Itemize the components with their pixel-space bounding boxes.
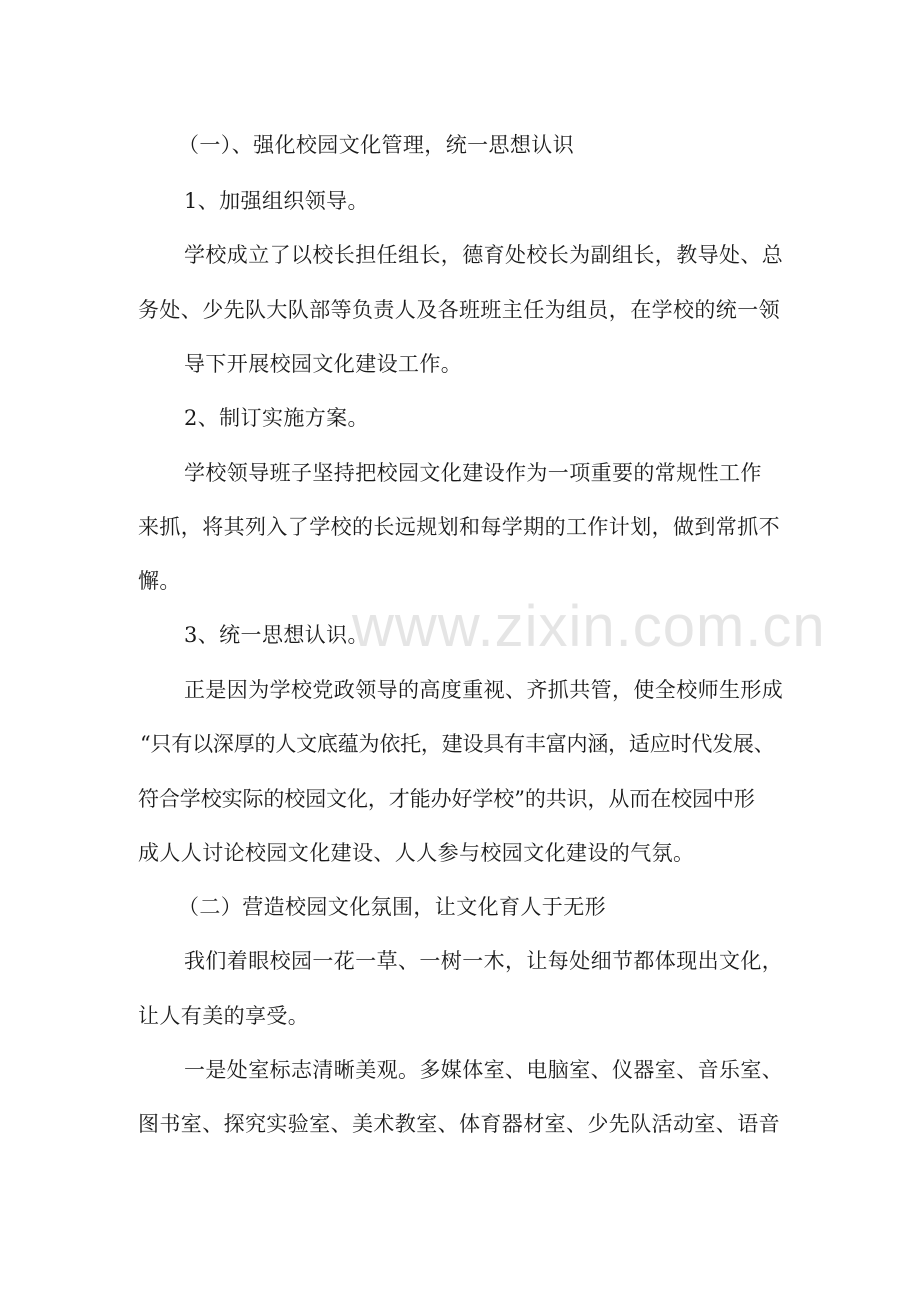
paragraph-line: 来抓，将其列入了学校的长远规划和每学期的工作计划，做到常抓不 <box>138 515 780 539</box>
paragraph-line: 符合学校实际的校园文化，才能办好学校”的共识，从而在校园中形 <box>138 787 755 811</box>
paragraph-line: 学校成立了以校长担任组长，德育处校长为副组长，教导处、总 <box>184 243 784 267</box>
subheading-1: 1、加强组织领导。 <box>184 189 369 213</box>
paragraph-line: 成人人讨论校园文化建设、人人参与校园文化建设的气氛。 <box>138 841 695 865</box>
paragraph-line: 一是处室标志清晰美观。多媒体室、电脑室、仪器室、音乐室、 <box>184 1058 784 1082</box>
paragraph-line: 导下开展校园文化建设工作。 <box>184 352 463 376</box>
subheading-2: 2、制订实施方案。 <box>184 406 369 430</box>
paragraph-line: 我们着眼校园一花一草、一树一木，让每处细节都体现出文化， <box>184 949 784 973</box>
paragraph-line: 务处、少先队大队部等负责人及各班班主任为组员，在学校的统一领 <box>138 298 780 322</box>
paragraph-line: 正是因为学校党政领导的高度重视、齐抓共管，使全校师生形成 <box>184 678 784 702</box>
watermark: www.zixin.com.cn <box>352 594 826 659</box>
paragraph-line: 图书室、探究实验室、美术教室、体育器材室、少先队活动室、语音 <box>138 1112 780 1136</box>
paragraph-line: 让人有美的享受。 <box>138 1004 310 1028</box>
subheading-3: 3、统一思想认识。 <box>184 623 369 647</box>
paragraph-line: 学校领导班子坚持把校园文化建设作为一项重要的常规性工作 <box>184 461 762 485</box>
section-heading-2: （二）营造校园文化氛围，让文化育人于无形 <box>178 895 606 919</box>
paragraph-line: 懈。 <box>138 569 181 593</box>
section-heading-1: （一）、强化校园文化管理，统一思想认识 <box>178 133 575 157</box>
paragraph-line: “只有以深厚的人文底蕴为依托，建设具有丰富内涵，适应时代发展、 <box>140 732 775 756</box>
